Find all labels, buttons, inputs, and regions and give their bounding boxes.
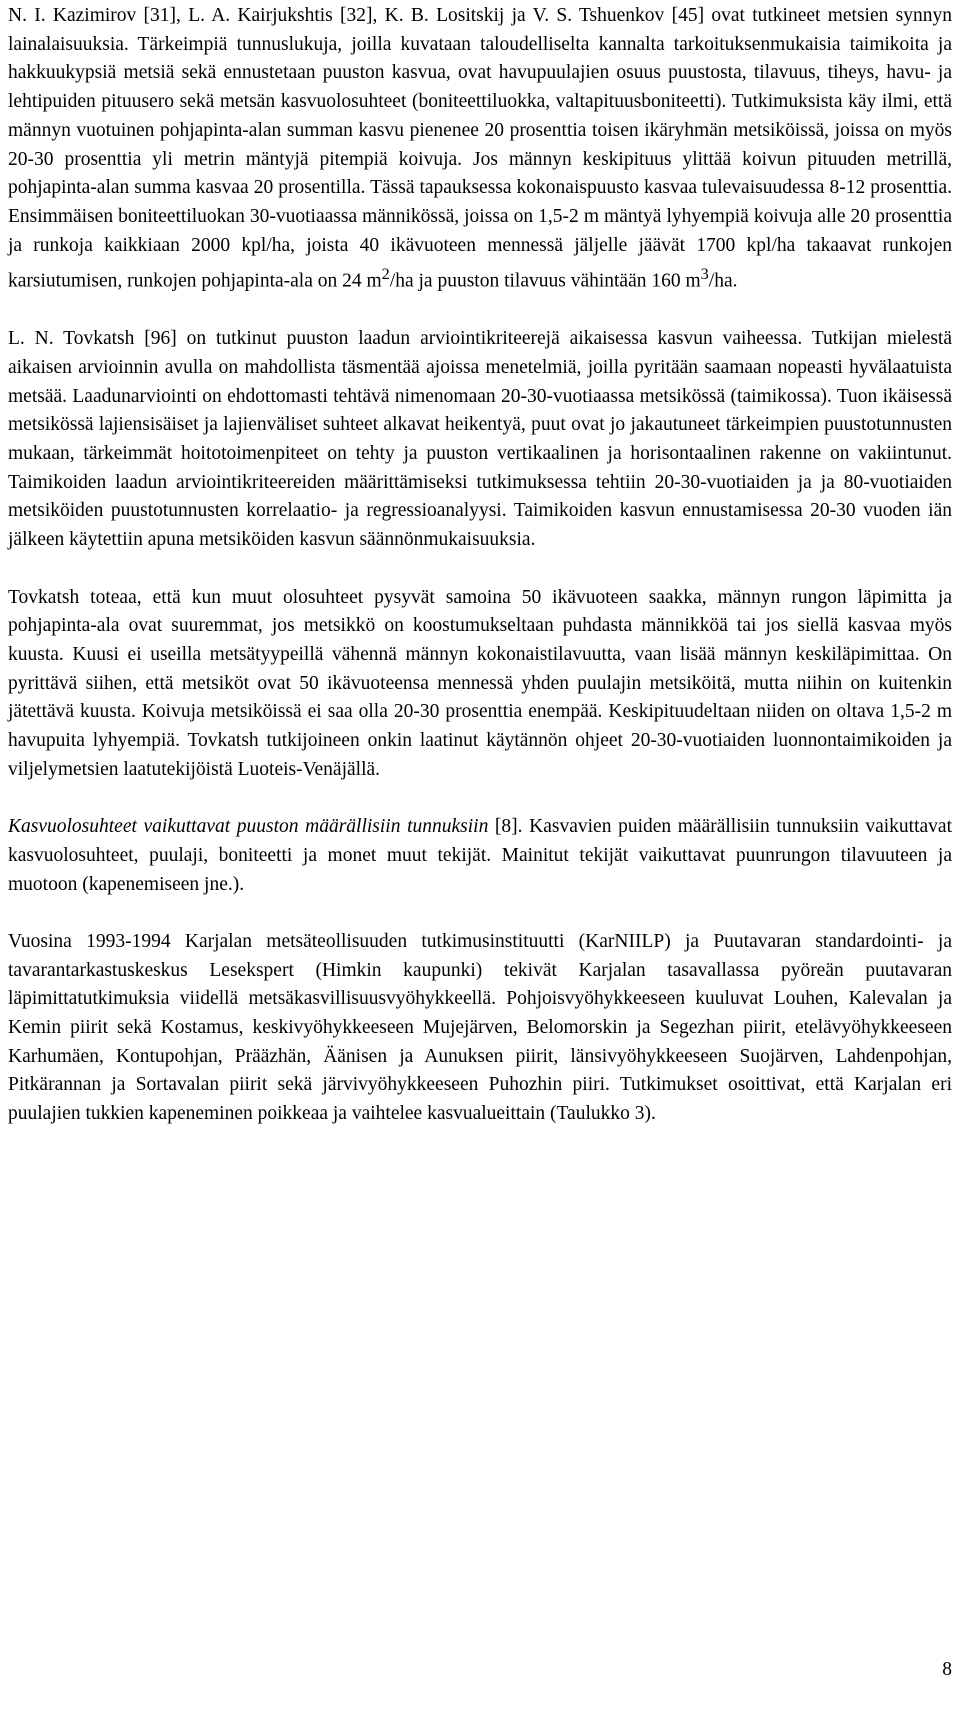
paragraph-5 [8,928,952,1129]
text-run: /ha ja puuston tilavuus vähintään 160 m [389,270,701,292]
paragraph-gap [8,899,952,928]
paragraph-1 [8,2,952,297]
paragraph-gap [8,555,952,584]
text-run: Vuosina 1993-1994 Karjalan metsäteollisuuden tutkimusinstituutti (KarNIILP) ja Puutavaran standardointi- ja tavarantarkastuskeskus Lesekspert (Himkin kaupunki) tekivät Karjalan tasavallassa pyöreän puutavaran läpimittatutkimuksia viidellä metsäkasvillisuusvyöhykkeellä. Pohjoisvyöhykkeeseen kuuluvat Louhen, Kalevalan ja Kemin piirit sekä Kostamus, keskivyöhykkeeseen Mujejärven, Belomorskin ja Segezhan piirit, etelävyöhykkeeseen Karhumäen, Kontupohjan, Prääzhän, Äänisen ja Aunuksen piirit, länsivyöhykkeeseen Suojärven, Lahdenpohjan, Pitkärannan ja Sortavalan piirit sekä järvivyöhykkeeseen Puhozhin piiri. Tutkimukset osoittivat, että Karjalan eri puulajien tukkien kapeneminen poikkeaa ja vaihtelee kasvualueittain (Taulukko 3). [8,930,952,1125]
text-run: L. N. Tovkatsh [96] on tutkinut puuston laadun arviointikriteerejä aikaisessa kasvun vaiheessa. Tutkijan mielestä aikaisen arvioinnin avulla on mahdollista täsmentää ajoissa menetelmiä, joilla pyritään saamaan nopeasti hyvälaatuista metsää. Laadunarviointi on ehdottomasti tehtävä nimenomaan 20-30-vuotiaassa metsikössä (taimikossa). Tuon ikäisessä metsikössä lajiensisäiset ja lajienväliset suhteet alkavat heikentyä, puut ovat jo jakautuneet tärkeimpien puustotunnusten mukaan, tärkeimmät hoitotoimenpiteet on tehty ja puuston vertikaalinen ja horisontaalinen rakenne on vakiintunut. Taimikoiden laadun arviointikriteereiden määrittämiseksi tutkimuksessa tehtiin 20-30-vuotiaiden ja ja 80-vuotiaiden metsiköiden puustotunnusten korrelaatio- ja regressioanalyysi. Taimikoiden kasvun ennustamisessa 20-30 vuoden iän jälkeen käytettiin apuna metsiköiden kasvun säännönmukaisuuksia. [8,328,952,551]
paragraph-gap [8,784,952,813]
text-run: N. I. Kazimirov [31], L. A. Kairjukshtis [32], K. B. Lositskij ja V. S. Tshuenkov [45] ovat tutkineet metsien synnyn lainalaisuuksia. Tärkeimpiä tunnuslukuja, joilla kuvataan taloudelliselta kannalta tarkoituksenmukaisia taimikoita ja hakkuukypsiä metsiä sekä ennustetaan puuston kasvua, ovat havupuulajien osuus puustosta, tilavuus, tiheys, havu- ja lehtipuiden pituusero sekä metsän kasvuolosuhteet (boniteettiluokka, valtapituusboniteetti). Tutkimuksista käy ilmi, että männyn vuotuinen pohjapinta-alan summan kasvu pienenee 20 prosenttia toisen ikäryhmän metsiköissä, joissa on myös 20-30 prosenttia yli metrin mäntyjä pitempiä koivuja. Jos männyn keskipituus ylittää koivun pituuden metrillä, pohjapinta-alan summa kasvaa 20 prosentilla. Tässä tapauksessa kokonaispuusto kasvaa tulevaisuudessa 8-12 prosenttia. Ensimmäisen boniteettiluokan 30-vuotiaassa männikössä, joissa on 1,5-2 m mäntyä lyhyempiä koivuja alle 20 prosenttia ja runkoja kaikkiaan 2000 kpl/ha, joista 40 ikävuoteen mennessä jäljelle jäävät 1700 kpl/ha takaavat runkojen karsiutumisen, runkojen pohjapinta-ala on 24 m [8,5,952,292]
paragraph-4 [8,813,952,899]
text-run: Tovkatsh toteaa, että kun muut olosuhteet pysyvät samoina 50 ikävuoteen saakka, männyn rungon läpimitta ja pohjapinta-ala ovat suuremmat, jos metsikkö on koostumukseltaan puhdasta männikköä tai jos siellä kasvaa myös kuusta. Kuusi ei useilla metsätyypeillä vähennä männyn kokonaistilavuutta, vaan lisää männyn keskiläpimittaa. On pyrittävä siihen, että metsiköt ovat 50 ikävuoteensa mennessä yhden puulajin metsiköitä, mutta niihin on kuitenkin jätettävä kuusta. Koivuja metsiköissä ei saa olla 20-30 prosenttia enempää. Keskipituudeltaan niiden on oltava 1,5-2 m havupuita lyhyempiä. Tovkatsh tutkijoineen onkin laatinut käytännön ohjeet 20-30-vuotiaiden luonnontaimikoiden ja viljelymetsien laatutekijöistä Luoteis-Venäjällä. [8,586,952,780]
page-number: 8 [942,1659,952,1680]
text-run: /ha. [708,270,738,292]
document-page [8,2,952,1129]
text-run: [8]. Kasvavien puiden määrällisiin tunnuksiin vaikuttavat kasvuolosuhteet, puulaji, boniteetti ja monet muut tekijät. Mainitut tekijät vaikuttavat puunrungon tilavuuteen ja muotoon (kapenemiseen jne.). [8,816,952,895]
italic-heading-run: Kasvuolosuhteet vaikuttavat puuston määrällisiin tunnuksiin [8,816,489,838]
paragraph-2 [8,325,952,555]
paragraph-gap [8,297,952,326]
paragraph-3 [8,584,952,785]
superscript-3: 3 [700,265,709,284]
superscript-2: 2 [381,265,390,284]
